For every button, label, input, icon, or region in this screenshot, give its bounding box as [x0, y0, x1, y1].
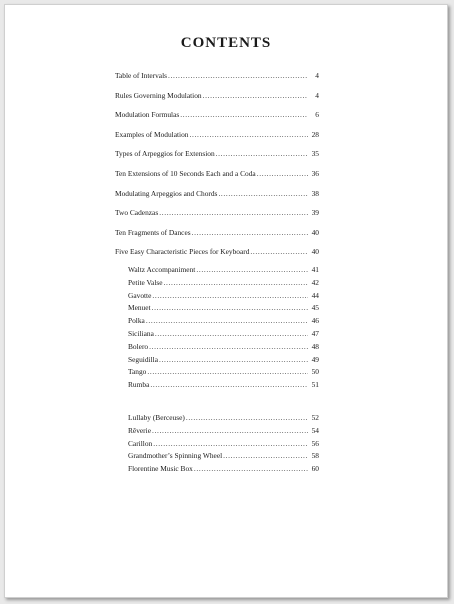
dot-leader [203, 91, 308, 100]
dot-leader [155, 329, 308, 338]
toc-entry [128, 439, 319, 448]
toc-entry-page-number: 40 [311, 227, 319, 237]
toc-entry [115, 149, 319, 158]
dot-leader [257, 169, 308, 178]
toc-entry-title: Five Easy Characteristic Pieces for Keyboard [115, 247, 250, 257]
dot-leader [164, 278, 308, 287]
toc-entry-title: Table of Intervals [115, 71, 168, 80]
toc-entry-page-number: 60 [311, 464, 319, 474]
toc-entry-title: Lullaby (Berceuse) [128, 413, 185, 422]
toc-entry-title: Tango [128, 367, 147, 377]
toc-entry [115, 71, 319, 80]
toc-entry-title: Bolero [128, 341, 149, 351]
dot-leader [146, 316, 308, 325]
toc-entry-page-number: 40 [311, 247, 319, 257]
toc-entry-title: Examples of Modulation [115, 129, 189, 139]
toc-entry-title: Florentine Music Box [128, 464, 193, 474]
toc-entry-page-number: 56 [311, 438, 319, 448]
dot-leader [180, 110, 308, 119]
toc-entry-title: Rules Governing Modulation [115, 90, 202, 100]
toc-entry-title: Types of Arpeggios for Extension [115, 149, 215, 159]
dot-leader [216, 149, 308, 158]
toc-entry-title: Carillon [128, 438, 153, 448]
toc-entry-page-number: 4 [315, 71, 319, 80]
dot-leader [196, 265, 308, 274]
toc-entry [128, 367, 319, 376]
dot-leader [149, 342, 308, 351]
toc-entry-title: Petite Valse [128, 277, 163, 287]
dot-leader [153, 439, 308, 448]
toc-entry [128, 329, 319, 338]
toc-entry-title: Ten Fragments of Dances [115, 227, 191, 237]
toc-entry-page-number: 36 [311, 169, 319, 178]
dot-leader [150, 380, 308, 389]
toc-entry-page-number: 49 [311, 354, 319, 364]
toc-entry-page-number: 51 [311, 380, 319, 390]
toc-entry-page-number: 38 [311, 188, 319, 198]
toc-entry-page-number: 41 [311, 265, 319, 274]
toc-entry-title: Menuet [128, 303, 151, 313]
toc-entry-page-number: 52 [311, 413, 319, 422]
toc-entry-page-number: 4 [315, 90, 319, 100]
toc-entry-page-number: 35 [311, 149, 319, 159]
toc-entry-page-number: 47 [311, 329, 319, 338]
toc-entry [128, 316, 319, 325]
toc-entry-title: Rumba [128, 380, 150, 390]
dot-leader [152, 291, 308, 300]
page-title: CONTENTS [180, 35, 272, 51]
toc-entry-page-number: 28 [311, 129, 319, 139]
dot-leader [159, 208, 308, 217]
toc-entry [128, 278, 319, 287]
toc-entry [128, 413, 319, 422]
toc-entry-title: Rêverie [128, 425, 151, 435]
dot-leader [250, 247, 308, 256]
toc-entry [115, 130, 319, 139]
toc-entry [115, 110, 319, 119]
toc-entry-page-number: 54 [311, 425, 319, 435]
toc-entry-page-number: 44 [311, 290, 319, 300]
toc-entry [128, 451, 319, 460]
toc-entry [128, 355, 319, 364]
toc-entry [128, 265, 319, 274]
dot-leader [152, 303, 308, 312]
dot-leader [192, 228, 308, 237]
toc-entry-title: Seguidilla [128, 354, 158, 364]
dot-leader [194, 464, 308, 473]
toc-entry-page-number: 50 [311, 367, 319, 377]
toc-entry [115, 91, 319, 100]
dot-leader [168, 71, 308, 80]
table-of-contents [5, 5, 447, 597]
toc-entry [128, 426, 319, 435]
toc-entry-page-number: 48 [311, 341, 319, 351]
toc-entry [128, 380, 319, 389]
toc-entry-title: Two Cadenzas [115, 208, 159, 218]
toc-entry-page-number: 39 [311, 208, 319, 218]
toc-entry-title: Grandmother’s Spinning Wheel [128, 451, 223, 461]
toc-entry-page-number: 42 [311, 277, 319, 287]
toc-entry-title: Siciliana [128, 329, 154, 338]
toc-entry [115, 189, 319, 198]
toc-entry-page-number: 46 [311, 316, 319, 326]
toc-entry [115, 169, 319, 178]
toc-entry [115, 208, 319, 217]
dot-leader [218, 189, 308, 198]
dot-leader [152, 426, 308, 435]
dot-leader [186, 413, 308, 422]
toc-entry [115, 228, 319, 237]
dot-leader [223, 451, 308, 460]
dot-leader [189, 130, 308, 139]
dot-leader [159, 355, 308, 364]
toc-entry [128, 303, 319, 312]
toc-entry-title: Polka [128, 316, 145, 326]
dot-leader [147, 367, 308, 376]
toc-entry-page-number: 58 [311, 451, 319, 461]
toc-entry [128, 291, 319, 300]
toc-entry-title: Modulation Formulas [115, 110, 180, 120]
toc-entry-title: Waltz Accompaniment [128, 265, 196, 274]
toc-entry-title: Ten Extensions of 10 Seconds Each and a Coda [115, 169, 256, 178]
document-page [4, 4, 448, 598]
toc-entry [128, 464, 319, 473]
toc-entry [128, 342, 319, 351]
toc-entry [115, 247, 319, 256]
toc-entry-page-number: 45 [311, 303, 319, 313]
toc-entry-title: Modulating Arpeggios and Chords [115, 188, 218, 198]
toc-entry-title: Gavotte [128, 290, 152, 300]
toc-entry-page-number: 6 [315, 110, 319, 120]
